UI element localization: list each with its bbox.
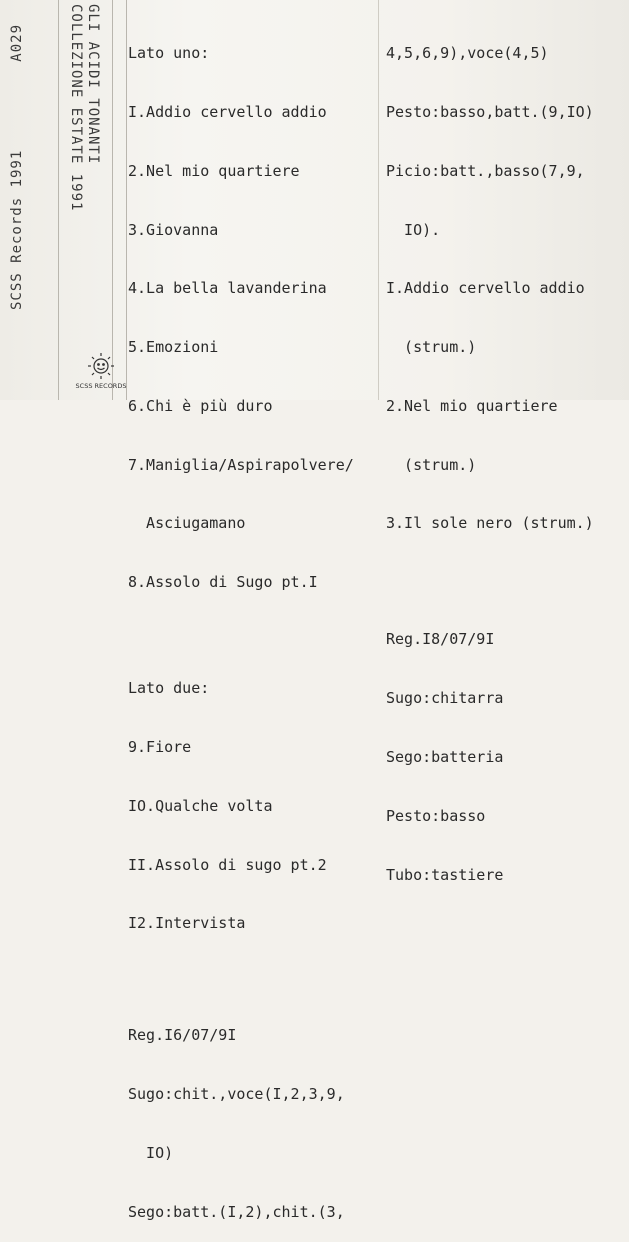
credit-line: Picio:batt.,basso(7,9, [386, 161, 585, 180]
credit-line: IO) [128, 1143, 174, 1162]
track-item: I2.Intervista [128, 914, 246, 933]
track-item: 2.Nel mio quartiere [386, 396, 558, 415]
track-item: 4.La bella lavanderina [128, 279, 327, 298]
fold-line [112, 0, 113, 400]
track-item: 6.Chi è più duro [128, 396, 273, 415]
track-item: 7.Maniglia/Aspirapolvere/ [128, 455, 354, 474]
credit-line: Sugo:chit.,voce(I,2,3,9, [128, 1085, 345, 1104]
credit-line: Sugo:chitarra [386, 689, 504, 708]
recording-date: Reg.I6/07/9I [128, 1026, 237, 1045]
track-item: 3.Giovanna [128, 220, 219, 239]
fold-line [58, 0, 59, 400]
album-title: COLLEZIONE ESTATE 1991 [68, 4, 84, 212]
credit-line: Pesto:basso [386, 806, 486, 825]
track-item: I.Addio cervello addio [386, 279, 585, 298]
track-item: II.Assolo di sugo pt.2 [128, 855, 327, 874]
band-name: GLI ACIDI TONANTI [85, 4, 101, 165]
track-item: 2.Nel mio quartiere [128, 161, 300, 180]
side-a-heading: Lato uno: [128, 44, 210, 63]
sun-face-icon [88, 353, 114, 379]
tracklist-left [128, 5, 354, 1242]
credit-line: Tubo:tastiere [386, 865, 504, 884]
side-b-heading: Lato due: [128, 679, 210, 698]
catalog-code: A029 [9, 23, 25, 62]
spine-title [67, 4, 101, 211]
track-item: Asciugamano [128, 514, 246, 533]
fold-line [126, 0, 127, 400]
label-logo [75, 350, 127, 396]
track-item: I.Addio cervello addio [128, 102, 327, 121]
track-item: 3.Il sole nero (strum.) [386, 514, 594, 533]
fold-line [378, 0, 379, 400]
track-item: 9.Fiore [128, 737, 192, 756]
tracklist-right [386, 5, 594, 905]
track-item: (strum.) [386, 338, 477, 357]
track-item: 8.Assolo di Sugo pt.I [128, 573, 318, 592]
logo-text: SCSS RECORDS [75, 382, 127, 390]
track-item: 5.Emozioni [128, 338, 219, 357]
credit-line: 4,5,6,9),voce(4,5) [386, 44, 549, 63]
track-item: (strum.) [386, 455, 477, 474]
spine-label [9, 24, 25, 310]
credit-line: IO). [386, 220, 441, 239]
track-item: IO.Qualche volta [128, 796, 273, 815]
credit-line: Sego:batteria [386, 747, 504, 766]
recording-date: Reg.I8/07/9I [386, 630, 495, 649]
credit-line: Pesto:basso,batt.(9,IO) [386, 102, 594, 121]
credit-line: Sego:batt.(I,2),chit.(3, [128, 1202, 345, 1221]
label-name: SCSS Records 1991 [9, 149, 25, 310]
